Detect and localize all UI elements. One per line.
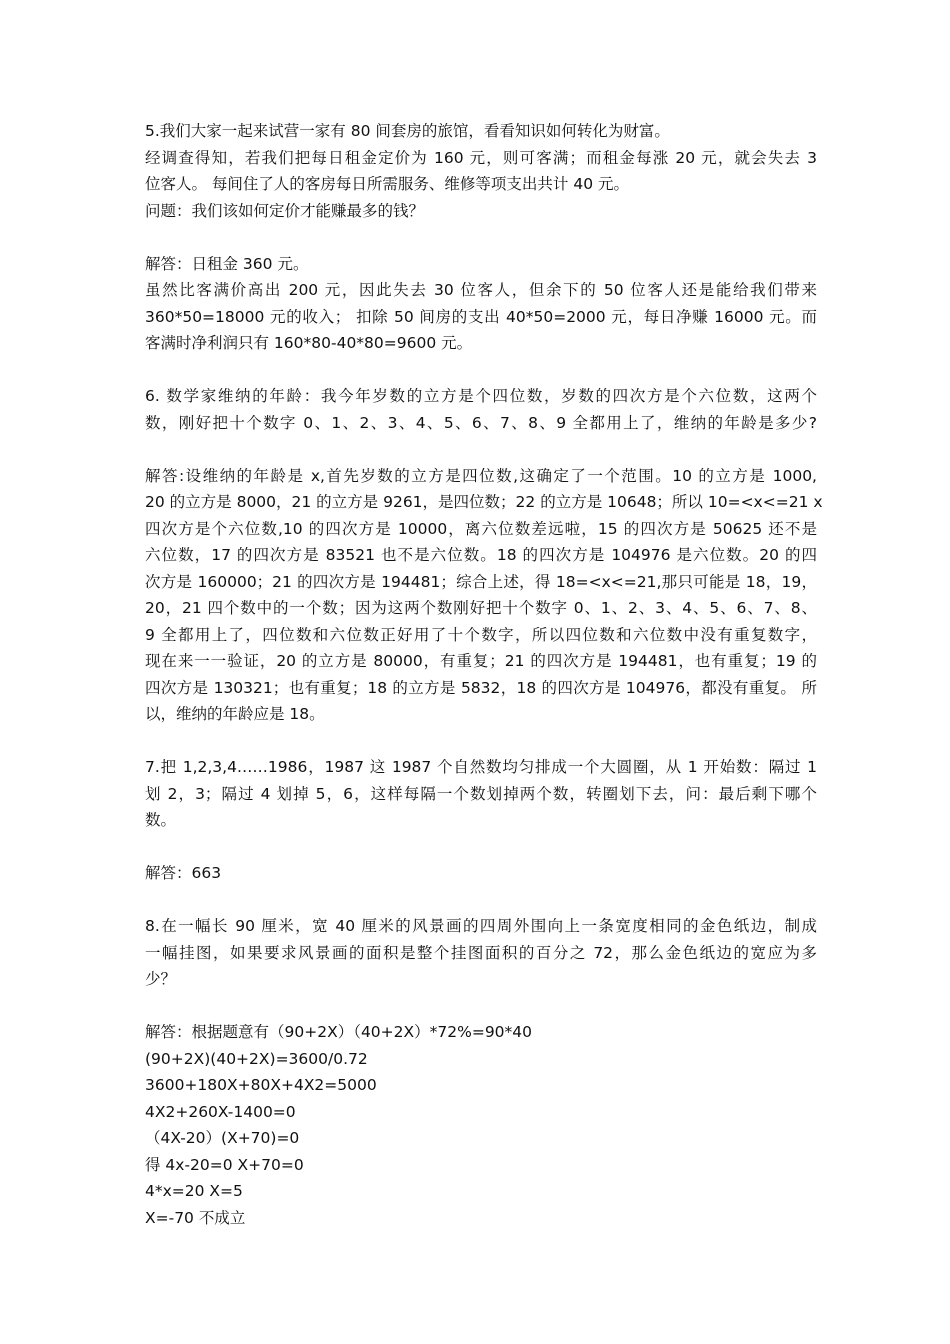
- problem-8: [145, 913, 817, 1231]
- problem-8-question-line: 8.在一幅长 90 厘米，宽 40 厘米的风景画的四周外围向上一条宽度相同的金色纸边，制成: [145, 917, 817, 935]
- problem-7: [145, 754, 817, 887]
- paragraph-gap: [145, 993, 817, 1020]
- problem-6-answer-line: 9 全都用上了，四位数和六位数正好用了十个数字，所以四位数和六位数中没有重复数字，: [145, 625, 817, 644]
- problem-6-answer-line: 解答:设维纳的年龄是 x,首先岁数的立方是四位数,这确定了一个范围。10 的立方是 1000,: [145, 466, 817, 485]
- problem-6: [145, 383, 823, 728]
- document-body: [145, 118, 823, 1231]
- paragraph-gap: [145, 436, 817, 463]
- problem-6-answer-line: 次方是 160000；21 的四次方是 194481；综合上述，得 18=<x<=21,那只可能是 18，19，: [145, 572, 817, 591]
- paragraph-gap: [145, 357, 817, 384]
- problem-5-question-line: 位客人。 每间住了人的客房每日所需服务、维修等项支出共计 40 元。: [145, 175, 630, 193]
- problem-5-question-line: 5.我们大家一起来试营一家有 80 间套房的旅馆，看看知识如何转化为财富。: [145, 122, 670, 140]
- paragraph-gap: [145, 224, 817, 251]
- problem-7-answer-line: 解答：663: [145, 864, 222, 882]
- problem-7-question-line: 数。: [145, 811, 177, 829]
- problem-6-question-line: 6. 数学家维纳的年龄：我今年岁数的立方是个四位数，岁数的四次方是个六位数，这两个: [145, 387, 817, 405]
- problem-8-answer-line: 得 4x-20=0 X+70=0: [145, 1155, 304, 1174]
- problem-5-answer-line: 解答：日租金 360 元。: [145, 254, 309, 273]
- problem-5-answer-line: 虽然比客满价高出 200 元，因此失去 30 位客人，但余下的 50 位客人还是能给我们带来: [145, 281, 817, 299]
- problem-5-answer-line: 客满时净利润只有 160*80-40*80=9600 元。: [145, 334, 473, 352]
- problem-8-answer-line: 4X2+260X-1400=0: [145, 1102, 296, 1121]
- problem-7-question-line: 划 2，3；隔过 4 划掉 5，6，这样每隔一个数划掉两个数，转圈划下去，问：最后剩下哪个: [145, 784, 817, 803]
- problem-8-answer-line: (90+2X)(40+2X)=3600/0.72: [145, 1049, 368, 1068]
- problem-5: [145, 118, 817, 357]
- problem-5-question-line: 经调查得知，若我们把每日租金定价为 160 元，则可客满；而租金每涨 20 元，就会失去 3: [145, 148, 817, 167]
- problem-6-answer-line: 四次方是个六位数,10 的四次方是 10000，离六位数差远啦，15 的四次方是 50625 还不是: [145, 519, 817, 538]
- problem-8-answer-line: X=-70 不成立: [145, 1208, 246, 1227]
- problem-8-answer-line: 3600+180X+80X+4X2=5000: [145, 1076, 377, 1094]
- paragraph-gap: [145, 834, 817, 861]
- problem-7-question-line: 7.把 1,2,3,4……1986，1987 这 1987 个自然数均匀排成一个大圆圈，从 1 开始数：隔过 1: [145, 758, 817, 776]
- problem-6-answer-line: 20，21 四个数中的一个数；因为这两个数刚好把十个数字 0、1、2、3、4、5、6、7、8、: [145, 599, 817, 617]
- problem-8-answer-line: （4X-20）(X+70)=0: [145, 1129, 300, 1147]
- problem-8-question-line: 少？: [145, 970, 177, 988]
- problem-8-question-line: 一幅挂图，如果要求风景画的面积是整个挂图面积的百分之 72，那么金色纸边的宽应为多: [145, 943, 817, 962]
- problem-8-answer-line: 4*x=20 X=5: [145, 1182, 243, 1200]
- paragraph-gap: [145, 887, 817, 914]
- problem-6-question-line: 数，刚好把十个数字 0、1、2、3、4、5、6、7、8、9 全都用上了，维纳的年龄是多少?: [145, 413, 817, 432]
- problem-6-answer-line: 20 的立方是 8000，21 的立方是 9261，是四位数；22 的立方是 10648；所以 10=<x<=21 x: [145, 493, 823, 511]
- problem-6-answer-line: 现在来一一验证，20 的立方是 80000，有重复；21 的四次方是 194481，也有重复；19 的: [145, 652, 817, 670]
- problem-8-answer-line: 解答：根据题意有（90+2X）（40+2X）*72%=90*40: [145, 1023, 533, 1041]
- problem-5-answer-line: 360*50=18000 元的收入； 扣除 50 间房的支出 40*50=2000 元，每日净赚 16000 元。而: [145, 307, 817, 326]
- problem-6-answer-line: 以，维纳的年龄应是 18。: [145, 705, 325, 723]
- problem-6-answer-line: 四次方是 130321；也有重复；18 的立方是 5832，18 的四次方是 104976，都没有重复。 所: [145, 678, 817, 697]
- paragraph-gap: [145, 728, 817, 755]
- problem-5-question-line: 问题：我们该如何定价才能赚最多的钱？: [145, 201, 425, 220]
- problem-6-answer-line: 六位数，17 的四次方是 83521 也不是六位数。18 的四次方是 104976 是六位数。20 的四: [145, 546, 817, 564]
